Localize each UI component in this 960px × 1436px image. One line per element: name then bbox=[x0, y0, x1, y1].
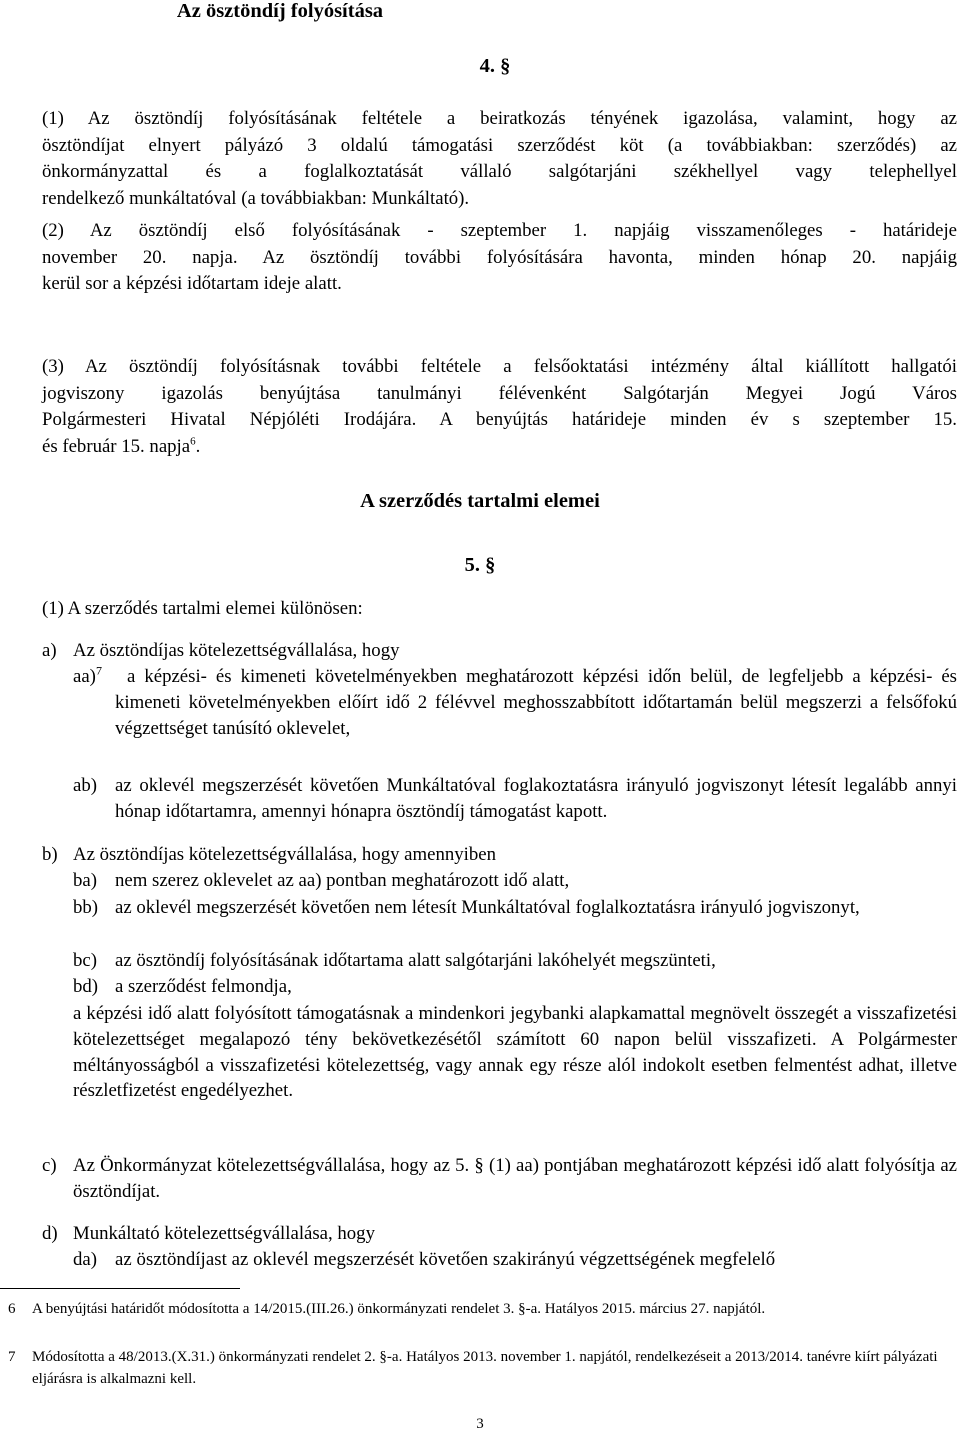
text-line: rendelkező munkáltatóval (a továbbiakban: Munkáltató). bbox=[42, 187, 470, 209]
item-label: ba) bbox=[73, 870, 97, 891]
item-text: az oklevél megszerzését követően nem létesít Munkáltatóval foglalkoztatásra irányuló jogviszonyt, bbox=[115, 897, 860, 918]
text-line: ösztöndíjat elnyert pályázó 3 oldalú támogatási szerződést köt (a továbbiakban: szerződés) az bbox=[42, 134, 957, 156]
item-text: a képzési- és kimeneti követelményekben meghatározott képzési időn belül, de legfeljebb a képzési- és kimeneti követelményekben előírt idő 2 félévvel meghosszabbított időtartamán belül megszerzi a felsőfokú végzettséget tanúsító oklevelet, bbox=[115, 666, 957, 739]
item-b-conclusion: a képzési idő alatt folyósított támogatásnak a mindenkori jegybanki alapkamattal megnövelt összegét a visszafizetési kötelezettséget megalapozó tény bekövetkezésétől számított 60 napon belül visszafizeti. A Polgármester méltányosságból a visszafizetési kötelezettség, vagy annak egy része alól indokolt esetben felmentést adhat, illetve részletfizetést engedélyezhet. bbox=[73, 1003, 957, 1102]
section-5-heading: 5. § bbox=[464, 554, 496, 576]
text-line: Polgármesteri Hivatal Népjóléti Irodájára. A benyújtás határideje minden év s szeptember 15. bbox=[42, 409, 957, 430]
item-text: Az ösztöndíjas kötelezettségvállalása, hogy bbox=[73, 640, 400, 661]
footnote-ref-6[interactable]: 6 bbox=[190, 435, 196, 448]
subheading-contract-elements: A szerződés tartalmi elemei bbox=[360, 490, 600, 512]
item-text: nem szerez oklevelet az aa) pontban meghatározott idő alatt, bbox=[115, 870, 570, 891]
text-line: önkormányzattal és a foglalkoztatását vállaló salgótarjáni székhellyel vagy telephellyel bbox=[42, 161, 957, 182]
section-4-paragraph-2 bbox=[42, 218, 957, 298]
item-label: bb) bbox=[73, 897, 99, 918]
text-line: november 20. napja. Az ösztöndíj további folyósítására havonta, minden hónap 20. napjáig bbox=[42, 246, 957, 268]
item-label: bc) bbox=[73, 950, 97, 971]
text-line: kerül sor a képzési időtartam ideje alatt. bbox=[42, 273, 342, 294]
item-text: az ösztöndíj folyósításának időtartama alatt salgótarjáni lakóhelyét megszünteti, bbox=[115, 950, 716, 971]
footnote-separator bbox=[0, 1288, 240, 1289]
item-label: c) bbox=[42, 1155, 57, 1176]
item-text: Az Önkormányzat kötelezettségvállalása, hogy az 5. § (1) aa) pontjában meghatározott képzési idő alatt folyósítja az ösztöndíjat. bbox=[73, 1155, 957, 1202]
item-label: a) bbox=[42, 640, 57, 661]
item-text: Munkáltató kötelezettségvállalása, hogy bbox=[73, 1223, 375, 1244]
item-text: az ösztöndíjast az oklevél megszerzését követően szakirányú végzettségének megfelelő bbox=[115, 1249, 776, 1270]
footnote-ref-7[interactable]: 7 bbox=[95, 663, 102, 678]
section-4-paragraph-1 bbox=[42, 106, 957, 212]
item-text: Az ösztöndíjas kötelezettségvállalása, hogy amennyiben bbox=[73, 844, 496, 865]
item-text: az oklevél megszerzését követően Munkáltatóval foglakoztatásra irányuló jogviszonyt létesít legalább annyi hónap időtartamra, amennyi hónapra ösztöndíj támogatást kapott. bbox=[115, 775, 957, 822]
item-label bbox=[73, 664, 102, 690]
footnote-number: 7 bbox=[8, 1349, 16, 1365]
item-label: d) bbox=[42, 1223, 58, 1244]
page-heading: Az ösztöndíj folyósítása bbox=[176, 0, 384, 22]
text-fragment: . bbox=[195, 435, 201, 457]
section-4-paragraph-3 bbox=[42, 354, 957, 460]
section-5-paragraph-1: (1) A szerződés tartalmi elemei különösen: bbox=[42, 598, 363, 619]
footnote-text: A benyújtási határidőt módosította a 14/2015.(III.26.) önkormányzati rendelet 3. §-a. Hatályos 2015. március 27. napjától. bbox=[32, 1301, 766, 1317]
item-label-text: aa) bbox=[73, 666, 96, 687]
section-4-heading: 4. § bbox=[479, 55, 511, 77]
footnote-number: 6 bbox=[8, 1301, 16, 1317]
item-label: ab) bbox=[73, 775, 97, 796]
text-line bbox=[42, 434, 957, 461]
item-label: b) bbox=[42, 844, 58, 865]
item-text: a szerződést felmondja, bbox=[115, 976, 292, 997]
text-line: (2) Az ösztöndíj első folyósításának - szeptember 1. napjáig visszamenőleges - határideje bbox=[42, 220, 957, 241]
footnote-text: Módosította a 48/2013.(X.31.) önkormányzati rendelet 2. §-a. Hatályos 2013. november 1. napjától, rendelkezéseit a 2013/2014. tanévre kiírt pályázati eljárásra is alkalmazni kell. bbox=[32, 1349, 938, 1387]
text-fragment: és február 15. napja bbox=[42, 435, 191, 457]
page-number: 3 bbox=[476, 1416, 484, 1432]
item-label: bd) bbox=[73, 976, 99, 997]
text-line: jogviszony igazolás benyújtása tanulmányi félévenként Salgótarján Megyei Jogú Város bbox=[42, 382, 957, 404]
item-label: da) bbox=[73, 1249, 97, 1270]
text-line: (1) Az ösztöndíj folyósításának feltétele a beiratkozás tényének igazolása, valamint, hogy az bbox=[42, 108, 957, 129]
text-line: (3) Az ösztöndíj folyósításnak további feltétele a felsőoktatási intézmény által kiállított hallgatói bbox=[42, 356, 957, 377]
